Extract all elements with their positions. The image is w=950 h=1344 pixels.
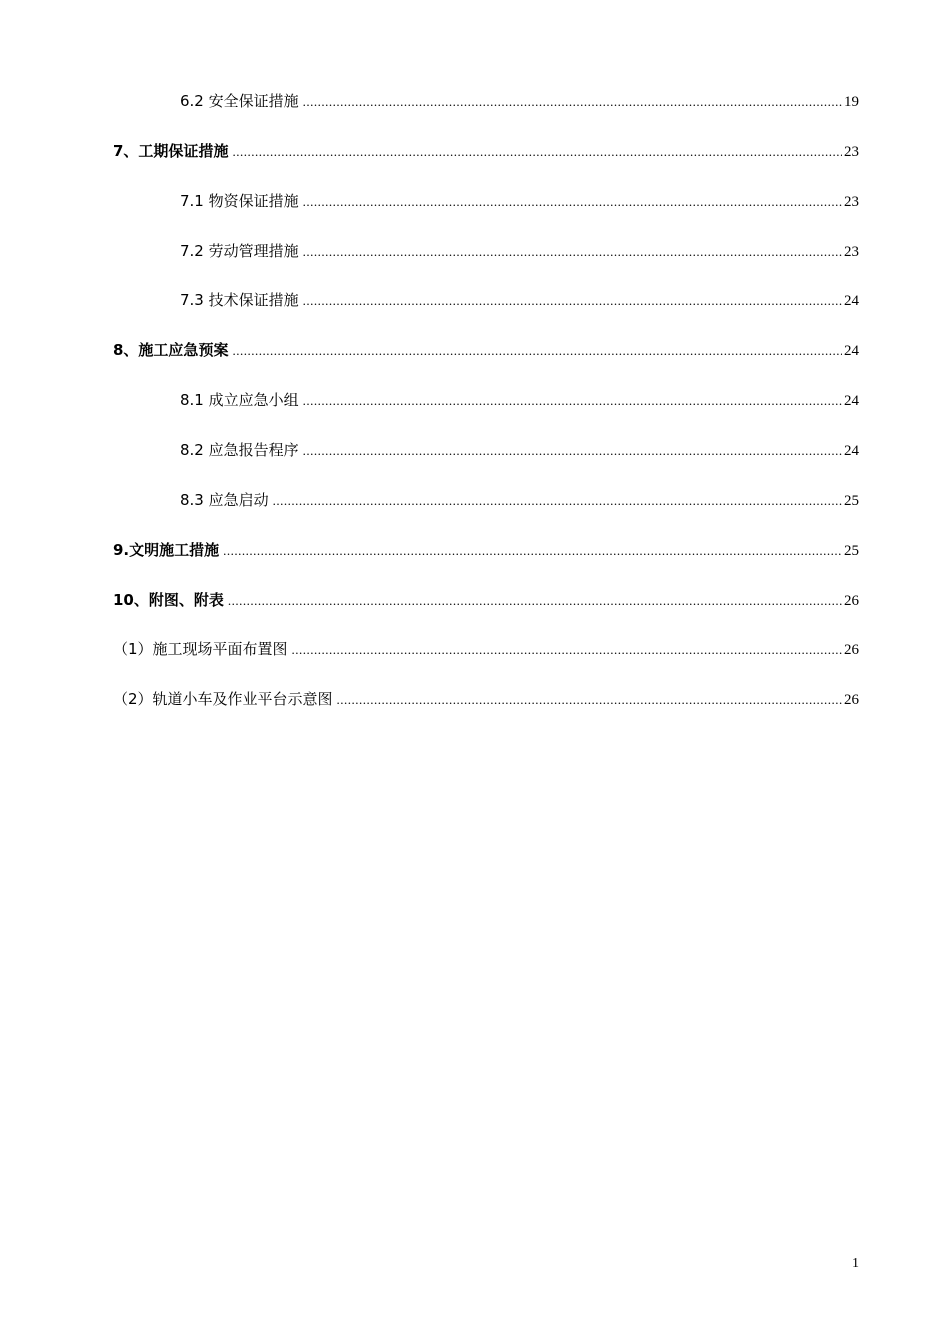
dot-leader xyxy=(232,141,842,163)
toc-entry-title: 9.文明施工措施 xyxy=(113,541,220,559)
dot-leader xyxy=(292,639,842,661)
dot-leader xyxy=(303,91,842,113)
dot-leader xyxy=(337,689,842,711)
toc-entry-title: 7.1 物资保证措施 xyxy=(180,192,299,210)
toc-entry-page: 26 xyxy=(844,593,859,609)
toc-entry-title: 8、施工应急预案 xyxy=(113,341,229,359)
toc-entry-title: 8.3 应急启动 xyxy=(180,491,269,509)
dot-leader xyxy=(303,191,842,213)
toc-entry[interactable] xyxy=(113,638,859,660)
toc-entry-page: 26 xyxy=(844,692,859,708)
toc-entry[interactable] xyxy=(180,289,859,311)
toc-entry-page: 19 xyxy=(844,94,859,110)
dot-leader xyxy=(232,340,842,362)
toc-entry-page: 23 xyxy=(844,244,859,260)
toc-entry-page: 24 xyxy=(844,293,859,309)
toc-entry-title: 8.1 成立应急小组 xyxy=(180,391,299,409)
dot-leader xyxy=(303,241,842,263)
page-number: 1 xyxy=(852,1256,859,1271)
toc-entry-title: 7.2 劳动管理措施 xyxy=(180,242,299,260)
toc-entry-title: （2）轨道小车及作业平台示意图 xyxy=(113,690,333,708)
toc-entry[interactable] xyxy=(113,339,859,361)
dot-leader xyxy=(228,590,842,612)
toc-entry[interactable] xyxy=(180,240,859,262)
toc-entry-title: 10、附图、附表 xyxy=(113,591,224,609)
toc-entry-page: 24 xyxy=(844,393,859,409)
toc-entry[interactable] xyxy=(180,439,859,461)
toc-entry-title: 7、工期保证措施 xyxy=(113,142,229,160)
toc-entry[interactable] xyxy=(113,539,859,561)
dot-leader xyxy=(303,390,842,412)
toc-entry-page: 23 xyxy=(844,194,859,210)
toc-entry-title: （1）施工现场平面布置图 xyxy=(113,640,288,658)
toc-entry-title: 7.3 技术保证措施 xyxy=(180,291,299,309)
toc-entry-page: 25 xyxy=(844,543,859,559)
toc-entry[interactable] xyxy=(113,688,859,710)
dot-leader xyxy=(273,490,842,512)
toc-entry-page: 25 xyxy=(844,493,859,509)
dot-leader xyxy=(303,290,842,312)
toc-entry-title: 8.2 应急报告程序 xyxy=(180,441,299,459)
dot-leader xyxy=(223,540,842,562)
dot-leader xyxy=(303,440,842,462)
toc-entry[interactable] xyxy=(113,140,859,162)
toc-entry-page: 26 xyxy=(844,642,859,658)
toc-entry-title: 6.2 安全保证措施 xyxy=(180,92,299,110)
toc-entry[interactable] xyxy=(180,190,859,212)
toc-entry-page: 24 xyxy=(844,343,859,359)
toc-entry[interactable] xyxy=(180,489,859,511)
toc-entry-page: 23 xyxy=(844,144,859,160)
toc-entry[interactable] xyxy=(180,389,859,411)
toc-entry[interactable] xyxy=(180,90,859,112)
toc-entry[interactable] xyxy=(113,589,859,611)
toc-entry-page: 24 xyxy=(844,443,859,459)
